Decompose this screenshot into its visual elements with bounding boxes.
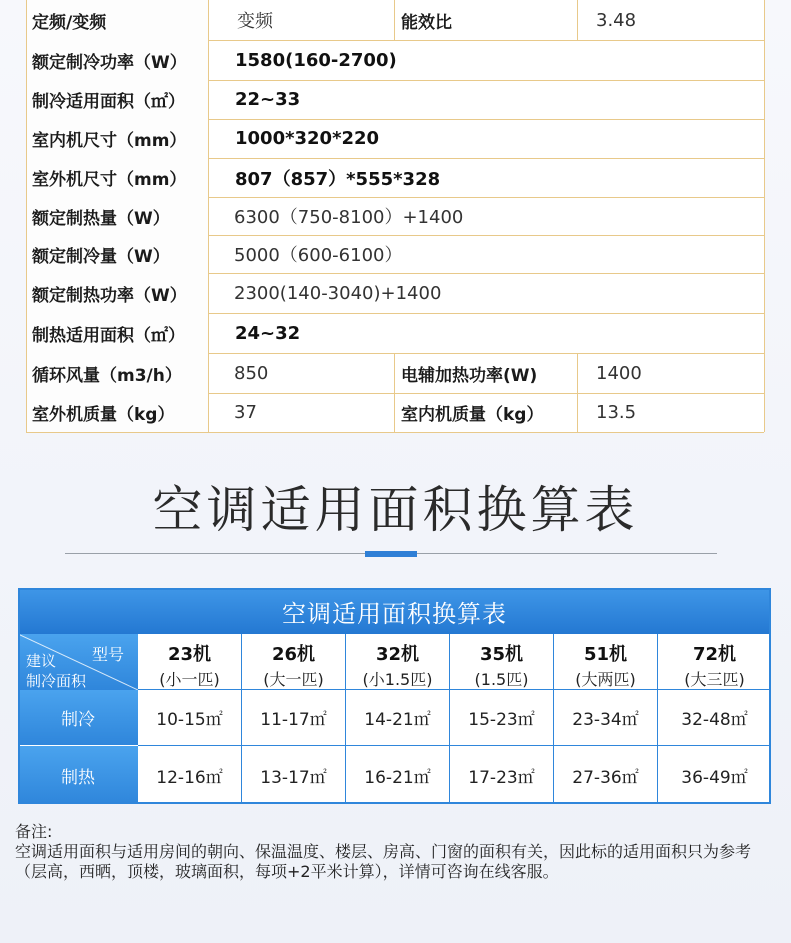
- spec-value: 3.48: [596, 9, 637, 31]
- table-corner-header: [18, 634, 138, 690]
- spec-value: 1400: [596, 362, 642, 384]
- spec-label: 室外机质量（kg）: [26, 393, 209, 432]
- spec-label: 循环风量（m3/h）: [26, 353, 209, 393]
- model-name: 26机: [271, 644, 316, 665]
- spec-value: 6300（750-8100）+1400: [234, 207, 464, 228]
- spec-label: 室外机尺寸（mm）: [26, 158, 209, 197]
- model-header: [242, 634, 346, 690]
- model-name: 32机: [375, 644, 420, 665]
- model-size: (大一匹): [263, 670, 324, 689]
- area-cell: 36-49㎡: [658, 746, 771, 804]
- model-name: 35机: [479, 644, 524, 665]
- corner-area-label-line2: 制冷面积: [26, 672, 87, 690]
- model-size: (1.5匹): [474, 670, 529, 689]
- spec-row: [26, 353, 764, 394]
- spec-value: 807（857）*555*328: [235, 168, 441, 190]
- model-size: (小一匹): [159, 670, 220, 689]
- spec-value: 24~32: [235, 322, 301, 344]
- area-cell: 15-23㎡: [450, 690, 554, 746]
- row-header-heating: 制热: [18, 746, 138, 804]
- notes-body: 空调适用面积与适用房间的朝向、保温温度、楼层、房高、门窗的面积有关，因此标的适用面积只为参考（层高，西晒，顶楼，玻璃面积，每项+2平米计算），详情可咨询在线客服。: [15, 842, 752, 881]
- spec-value: 变频: [209, 0, 395, 40]
- spec-value: 37: [209, 393, 395, 432]
- model-header: [554, 634, 658, 690]
- area-cell: 16-21㎡: [346, 746, 450, 804]
- spec-label: 额定制热量（W）: [26, 197, 209, 235]
- table-border: [764, 0, 765, 432]
- spec-label: 额定制热功率（W）: [26, 273, 209, 313]
- spec-value: 13.5: [596, 402, 637, 423]
- spec-label: 额定制冷功率（W）: [26, 40, 209, 80]
- table-border: [26, 0, 27, 432]
- area-cell: 27-36㎡: [554, 746, 658, 804]
- spec-label: 制热适用面积（㎡）: [26, 313, 209, 353]
- spec-label: 室内机质量（kg）: [395, 393, 578, 432]
- spec-value: 1580(160-2700): [235, 49, 397, 71]
- model-name: 51机: [583, 644, 628, 665]
- spec-row: [26, 393, 764, 433]
- model-header: [658, 634, 771, 690]
- spec-row: [26, 80, 764, 120]
- spec-row: [26, 40, 764, 81]
- spec-label: 额定制冷量（W）: [26, 235, 209, 273]
- corner-area-label: [26, 651, 86, 690]
- spec-row: [26, 313, 764, 354]
- spec-label: 电辅加热功率(W): [395, 353, 578, 393]
- spec-row: [26, 273, 764, 314]
- model-name: 23机: [167, 644, 212, 665]
- corner-model-label: 型号: [91, 645, 124, 664]
- spec-value: 5000（600-6100）: [234, 245, 403, 266]
- spec-row: [26, 197, 764, 236]
- spec-label: 室内机尺寸（mm）: [26, 119, 209, 158]
- spec-value: 1000*320*220: [235, 128, 380, 149]
- model-size: (大三匹): [684, 670, 745, 689]
- area-cell: 17-23㎡: [450, 746, 554, 804]
- conversion-table: [18, 588, 771, 804]
- table-title: 空调适用面积换算表: [18, 588, 771, 634]
- section-title: 空调适用面积换算表: [152, 481, 639, 539]
- row-header-cooling: 制冷: [18, 690, 138, 746]
- model-size: (小1.5匹): [362, 670, 433, 689]
- spec-value: 22~33: [235, 89, 301, 110]
- area-cell: 23-34㎡: [554, 690, 658, 746]
- spec-label: 能效比: [395, 0, 578, 40]
- area-cell: 10-15㎡: [138, 690, 242, 746]
- area-cell: 32-48㎡: [658, 690, 771, 746]
- model-name: 72机: [692, 644, 737, 665]
- area-cell: 13-17㎡: [242, 746, 346, 804]
- notes: [15, 822, 780, 882]
- notes-title: 备注:: [15, 822, 53, 841]
- spec-row: [26, 158, 764, 198]
- spec-table: [26, 0, 764, 432]
- area-cell: 14-21㎡: [346, 690, 450, 746]
- spec-row: [26, 0, 764, 41]
- model-size: (大两匹): [575, 670, 636, 689]
- spec-value: 2300(140-3040)+1400: [234, 282, 442, 304]
- model-header: [346, 634, 450, 690]
- spec-row: [26, 119, 764, 159]
- area-cell: 12-16㎡: [138, 746, 242, 804]
- corner-area-label-line1: 建议: [26, 652, 57, 670]
- spec-label: 制冷适用面积（㎡）: [26, 80, 209, 119]
- spec-label: 定频/变频: [26, 0, 209, 40]
- area-cell: 11-17㎡: [242, 690, 346, 746]
- spec-value: 850: [209, 353, 395, 393]
- spec-row: [26, 235, 764, 274]
- model-header: [138, 634, 242, 690]
- model-header: [450, 634, 554, 690]
- divider-accent: [365, 551, 417, 557]
